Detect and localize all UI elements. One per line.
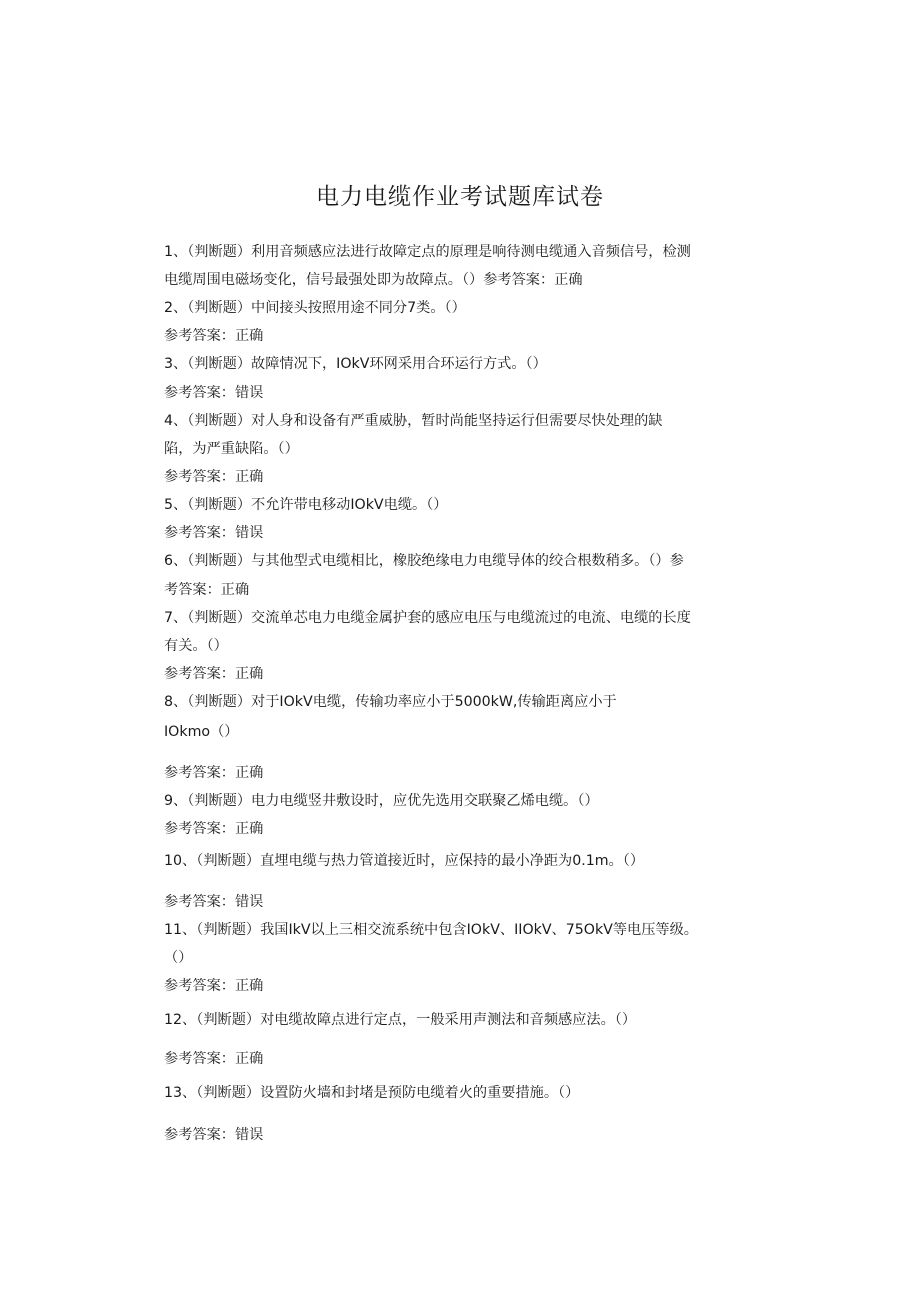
question-7-line-1: 7、（判断题）交流单芯电力电缆金属护套的感应电压与电缆流过的电流、电缆的长度 xyxy=(164,610,691,626)
answer-7: 参考答案：正确 xyxy=(164,666,264,682)
question-11-line-1: 11、（判断题）我国IkV以上三相交流系统中包含IOkV、IIOkV、75OkV等电压等级。 xyxy=(164,922,698,938)
answer-2: 参考答案：正确 xyxy=(164,328,264,344)
answer-13: 参考答案：错误 xyxy=(164,1127,264,1143)
answer-3: 参考答案：错误 xyxy=(164,385,264,401)
question-1-line-2: 电缆周围电磁场变化，信号最强处即为故障点。（）参考答案：正确 xyxy=(164,272,583,288)
question-5: 5、（判断题）不允许带电移动IOkV电缆。（） xyxy=(164,497,448,513)
question-3: 3、（判断题）故障情况下，IOkV环网采用合环运行方式。（） xyxy=(164,356,547,372)
question-8-line-1: 8、（判断题）对于IOkV电缆，传输功率应小于5000kW,传输距离应小于 xyxy=(164,694,617,710)
answer-5: 参考答案：错误 xyxy=(164,525,264,541)
question-7-line-2: 有关。（） xyxy=(164,638,228,654)
question-6-line-2: 考答案：正确 xyxy=(164,582,250,598)
question-4-line-1: 4、（判断题）对人身和设备有严重威胁，暂时尚能坚持运行但需要尽快处理的缺 xyxy=(164,413,663,429)
answer-12: 参考答案：正确 xyxy=(164,1051,264,1067)
question-8-line-2: IOkmo（） xyxy=(164,724,239,740)
answer-8: 参考答案：正确 xyxy=(164,765,264,781)
question-13: 13、（判断题）设置防火墙和封堵是预防电缆着火的重要措施。（） xyxy=(164,1085,580,1101)
answer-11: 参考答案：正确 xyxy=(164,978,264,994)
page-title: 电力电缆作业考试题库试卷 xyxy=(316,184,604,210)
question-10: 10、（判断题）直埋电缆与热力管道接近时，应保持的最小净距为0.1m。（） xyxy=(164,853,645,869)
question-9: 9、（判断题）电力电缆竖井敷设时，应优先选用交联聚乙烯电缆。（） xyxy=(164,793,599,809)
question-4-line-2: 陷，为严重缺陷。（） xyxy=(164,441,299,457)
answer-10: 参考答案：错误 xyxy=(164,894,264,910)
question-1-line-1: 1、（判断题）利用音频感应法进行故障定点的原理是响待测电缆通入音频信号，检测 xyxy=(164,244,691,260)
question-6-line-1: 6、（判断题）与其他型式电缆相比，橡胶绝缘电力电缆导体的绞合根数稍多。（）参 xyxy=(164,553,684,569)
answer-9: 参考答案：正确 xyxy=(164,821,264,837)
answer-4: 参考答案：正确 xyxy=(164,469,264,485)
question-2: 2、（判断题）中间接头按照用途不同分7类。（） xyxy=(164,300,466,316)
question-12: 12、（判断题）对电缆故障点进行定点，一般采用声测法和音频感应法。（） xyxy=(164,1012,637,1028)
question-11-line-2: （） xyxy=(164,950,193,966)
